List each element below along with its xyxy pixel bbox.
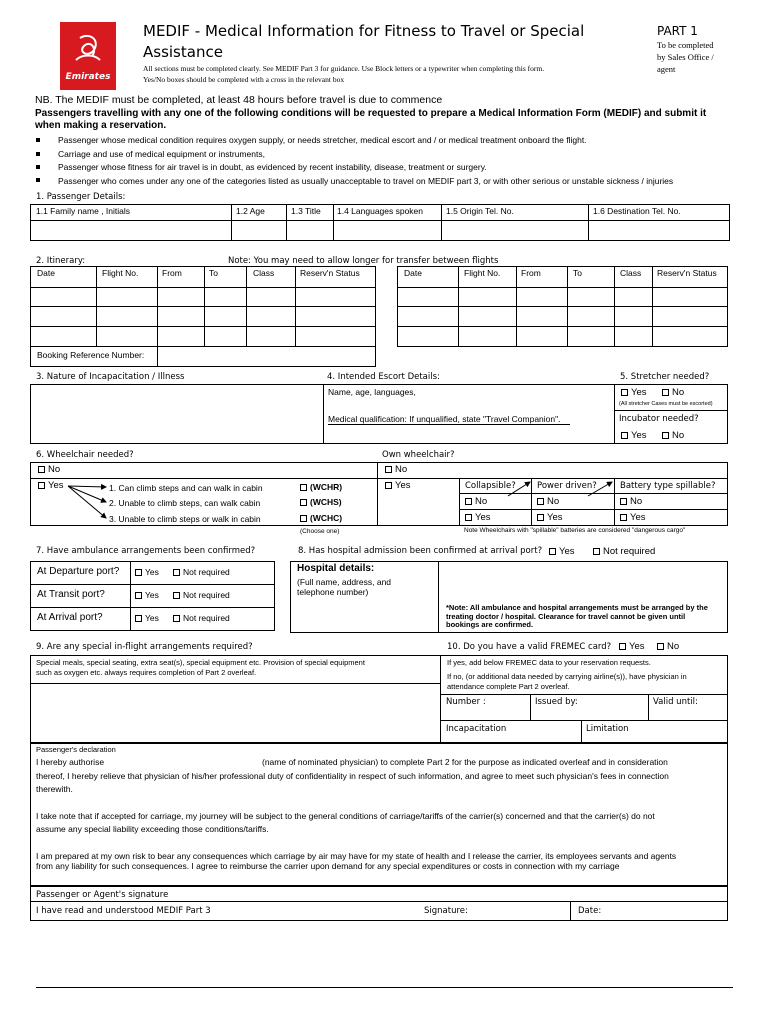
checkbox-icon[interactable] — [173, 569, 180, 576]
itin-col-to-2: To — [573, 268, 582, 278]
hospital-note-1: *Note: All ambulance and hospital arrangements must be arranged by the — [446, 603, 708, 612]
wchr-option[interactable]: (WCHR) — [300, 482, 342, 492]
bullet-icon — [36, 178, 40, 182]
checkbox-icon[interactable] — [537, 514, 544, 521]
intro-bullet-4: Passenger who comes under any one of the categories listed as usually unacceptable to travel on MEDIF part 3, or with other serious or unstable sickness / injuries — [58, 176, 674, 186]
wchs-option[interactable]: (WCHS) — [300, 497, 342, 507]
transit-yes[interactable]: Yes — [135, 590, 159, 600]
own-wheelchair-no[interactable]: No — [385, 464, 407, 475]
declaration-line7: from any liability for such consequences. I agree to reimburse the carrier upon demand for any special expenditures or costs in connection with my carriage — [36, 861, 620, 871]
languages-input[interactable] — [334, 221, 441, 240]
itin-col-from-2: From — [521, 268, 541, 278]
special-desc-2: such as oxygen etc. always requires completion of Part 2 overleaf. — [36, 668, 257, 677]
wheelchair-opt1: 1. Can climb steps and can walk in cabin — [109, 483, 263, 493]
itin-col-to: To — [209, 268, 218, 278]
transit-not-required[interactable]: Not required — [173, 590, 230, 600]
date-label: Date: — [578, 906, 602, 916]
checkbox-icon[interactable] — [300, 499, 307, 506]
power-yes[interactable]: Yes — [537, 512, 563, 523]
battery-label: Battery type spillable? — [620, 481, 716, 491]
incubator-yes[interactable]: Yes — [621, 430, 647, 441]
declaration-line4: I take note that if accepted for carriage, my journey will be subject to the general conditions of carriage/tariffs of the carrier(s) concerned and that the carrier(s) do not — [36, 811, 655, 821]
checkbox-icon[interactable] — [662, 389, 669, 396]
bullet-icon — [36, 165, 40, 169]
connector-arrows-icon — [500, 479, 620, 497]
booking-ref-input[interactable] — [158, 347, 375, 366]
instructions-2: Yes/No boxes should be completed with a cross in the relevant box — [143, 75, 345, 84]
declaration-line1a: I hereby authorise — [36, 757, 105, 767]
wheelchair-opt3: 3. Unable to climb steps or walk in cabin — [109, 514, 261, 524]
col-family-name: 1.1 Family name , Initials — [36, 206, 131, 216]
section10-heading: 10. Do you have a valid FREMEC card? — [447, 642, 612, 652]
fremec-yes[interactable]: Yes — [619, 641, 645, 652]
signature-title: Passenger or Agent's signature — [36, 890, 169, 900]
col-languages: 1.4 Languages spoken — [337, 206, 424, 216]
fremec-valid-label: Valid until: — [653, 697, 698, 707]
arrival-port-label: At Arrival port? — [37, 612, 103, 623]
power-driven-label: Power driven? — [537, 481, 597, 491]
declaration-title: Passenger's declaration — [36, 745, 116, 754]
fremec-if-no-1: If no, (or additional data needed by carrying airline(s)), have physician in — [447, 672, 687, 681]
collapsible-yes[interactable]: Yes — [465, 512, 491, 523]
checkbox-icon[interactable] — [549, 548, 556, 555]
checkbox-icon[interactable] — [135, 592, 142, 599]
declaration-line3: therewith. — [36, 784, 73, 794]
destination-tel-input[interactable] — [589, 221, 729, 240]
hospital-details-title: Hospital details: — [297, 563, 375, 574]
itinerary-note: Note: You may need to allow longer for transfer between flights — [228, 256, 499, 266]
itin-col-class-2: Class — [620, 268, 642, 278]
form-title-line2: Assistance — [143, 43, 223, 61]
date-input[interactable] — [604, 902, 727, 920]
intro-bullet-1: Passenger whose medical condition requires oxygen supply, or needs stretcher, medical escort and / or medical treatment onboard the flight. — [58, 135, 587, 145]
fremec-limitation-label: Limitation — [586, 724, 629, 734]
booking-ref-label: Booking Reference Number: — [37, 350, 145, 360]
checkbox-icon[interactable] — [465, 498, 472, 505]
checkbox-icon[interactable] — [300, 484, 307, 491]
itin-col-flight-2: Flight No. — [464, 268, 501, 278]
nb-note: NB. The MEDIF must be completed, at least 48 hours before travel is due to commence — [35, 94, 443, 106]
escort-name-label: Name, age, languages, — [328, 387, 416, 397]
itin-col-class: Class — [253, 268, 275, 278]
itin-col-status: Reserv'n Status — [300, 268, 360, 278]
part-note-3: agent — [657, 64, 676, 74]
checkbox-icon[interactable] — [135, 569, 142, 576]
hospital-sub-2: telephone number) — [297, 587, 369, 597]
transit-port-label: At Transit port? — [37, 589, 105, 600]
battery-no[interactable]: No — [620, 496, 642, 507]
wheelchair-opt2: 2. Unable to climb steps, can walk cabin — [109, 498, 261, 508]
part-note-2: by Sales Office / — [657, 52, 714, 62]
col-title: 1.3 Title — [291, 206, 321, 216]
checkbox-icon[interactable] — [173, 592, 180, 599]
stretcher-note: (All stretcher Cases must be escorted) — [619, 401, 713, 407]
read-understood: I have read and understood MEDIF Part 3 — [36, 906, 211, 916]
declaration-line2: thereof, I hereby relieve that physician of his/her professional duty of confidentiality in respect of such information, and agree to meet such physician's fees in connection — [36, 771, 669, 781]
intro-bullet-3: Passenger whose fitness for air travel is in doubt, as evidenced by recent instability, disease, treatment or surgery. — [58, 162, 487, 172]
collapsible-label: Collapsible? — [465, 481, 516, 491]
itin-col-status-2: Reserv'n Status — [657, 268, 717, 278]
section7-heading: 7. Have ambulance arrangements been confirmed? — [36, 546, 256, 556]
stretcher-no[interactable]: No — [662, 387, 684, 398]
section8-heading: 8. Has hospital admission been confirmed at arrival port? — [298, 546, 543, 556]
checkbox-icon[interactable] — [173, 615, 180, 622]
checkbox-icon[interactable] — [620, 498, 627, 505]
checkbox-icon[interactable] — [537, 498, 544, 505]
hospital-note-2: treating doctor / hospital. Clearance for travel cannot be given until — [446, 612, 686, 621]
arrival-not-required[interactable]: Not required — [173, 613, 230, 623]
checkbox-icon[interactable] — [385, 482, 392, 489]
checkbox-icon[interactable] — [621, 432, 628, 439]
intro-bullet-2: Carriage and use of medical equipment or instruments, — [58, 149, 265, 159]
incapacitation-input[interactable] — [31, 385, 323, 443]
section6-heading: 6. Wheelchair needed? — [36, 450, 134, 460]
instructions-1: All sections must be completed clearly. See MEDIF Part 3 for guidance. Use Block letters or a typewriter when completing this form. — [143, 64, 545, 73]
intro-bold-1: Passengers travelling with any one of the following conditions will be requested to prepare a Medical Information Form (MEDIF) and submit it — [35, 108, 707, 119]
col-age: 1.2 Age — [236, 206, 265, 216]
own-wheelchair-yes[interactable]: Yes — [385, 480, 411, 491]
declaration-line6: I am prepared at my own risk to bear any consequences which carriage by air may have for my state of health and I release the carrier, its employees servants and agents — [36, 851, 677, 861]
special-arrangements-input[interactable] — [31, 684, 440, 742]
passenger-heading: 1. Passenger Details: — [36, 192, 126, 202]
family-name-input[interactable] — [31, 221, 231, 240]
checkbox-icon[interactable] — [657, 643, 664, 650]
itin-col-date: Date — [37, 268, 55, 278]
incubator-label: Incubator needed? — [619, 414, 699, 424]
declaration-line5: assume any special liability exceeding those conditions/tariffs. — [36, 824, 269, 834]
itin-col-from: From — [162, 268, 182, 278]
wheelchair-yes[interactable]: Yes — [38, 480, 64, 491]
fremec-if-no-2: attendance complete Part 2 overleaf. — [447, 682, 570, 691]
checkbox-icon[interactable] — [465, 514, 472, 521]
checkbox-icon[interactable] — [593, 548, 600, 555]
escort-qual-label: Medical qualification: If unqualified, state "Travel Companion". — [328, 414, 561, 424]
battery-yes[interactable]: Yes — [620, 512, 646, 523]
itin-col-flight: Flight No. — [102, 268, 139, 278]
fremec-incap-label: Incapacitation — [446, 724, 507, 734]
checkbox-icon[interactable] — [38, 482, 45, 489]
departure-port-label: At Departure port? — [37, 566, 120, 577]
itin-col-date-2: Date — [404, 268, 422, 278]
power-no[interactable]: No — [537, 496, 559, 507]
hospital-yes[interactable]: Yes — [549, 546, 575, 557]
fremec-if-yes: If yes, add below FREMEC data to your reservation requests. — [447, 658, 651, 667]
checkbox-icon[interactable] — [619, 643, 626, 650]
choose-one-note: (Choose one) — [300, 528, 340, 535]
checkbox-icon[interactable] — [300, 515, 307, 522]
title-input[interactable] — [287, 221, 333, 240]
battery-note: Note Wheelchairs with "spillable" batteries are considered "dangerous cargo" — [464, 527, 686, 534]
wheelchair-no[interactable]: No — [38, 464, 60, 475]
col-destination-tel: 1.6 Destination Tel. No. — [593, 206, 681, 216]
departure-not-required[interactable]: Not required — [173, 567, 230, 577]
departure-yes[interactable]: Yes — [135, 567, 159, 577]
arrival-yes[interactable]: Yes — [135, 613, 159, 623]
hospital-details-input[interactable] — [439, 562, 727, 600]
physician-name-input[interactable] — [128, 755, 260, 767]
section5-heading: 5. Stretcher needed? — [620, 372, 710, 382]
bullet-icon — [36, 152, 40, 156]
collapsible-no[interactable]: No — [465, 496, 487, 507]
section3-heading: 3. Nature of Incapacitation / Illness — [36, 372, 185, 382]
section4-heading: 4. Intended Escort Details: — [327, 372, 440, 382]
special-desc-1: Special meals, special seating, extra seat(s), special equipment etc. Provision of special equipment — [36, 658, 365, 667]
declaration-line1b: (name of nominated physician) to complete Part 2 for the purpose as indicated overleaf and in consideration — [262, 757, 668, 767]
fremec-number-label: Number : — [446, 697, 486, 707]
checkbox-icon[interactable] — [135, 615, 142, 622]
section9-heading: 9. Are any special in-flight arrangements required? — [36, 642, 253, 652]
origin-tel-input[interactable] — [442, 221, 588, 240]
hospital-note-3: bookings are confirmed. — [446, 620, 534, 629]
logo-text: Emirates — [65, 72, 111, 82]
checkbox-icon[interactable] — [38, 466, 45, 473]
part-label: PART 1 — [657, 24, 698, 38]
hospital-not-required[interactable]: Not required — [593, 546, 655, 557]
emirates-logo — [60, 22, 116, 90]
bullet-icon — [36, 138, 40, 142]
checkbox-icon[interactable] — [662, 432, 669, 439]
fremec-no[interactable]: No — [657, 641, 679, 652]
fremec-issued-label: Issued by: — [535, 697, 578, 707]
own-wheelchair-heading: Own wheelchair? — [382, 450, 455, 460]
arrows-icon — [66, 480, 112, 522]
age-input[interactable] — [232, 221, 286, 240]
part-note-1: To be completed — [657, 40, 714, 50]
stretcher-yes[interactable]: Yes — [621, 387, 647, 398]
hospital-sub-1: (Full name, address, and — [297, 577, 392, 587]
checkbox-icon[interactable] — [621, 389, 628, 396]
signature-input[interactable] — [470, 902, 569, 920]
incubator-no[interactable]: No — [662, 430, 684, 441]
signature-label: Signature: — [424, 906, 468, 916]
intro-bold-2: when making a reservation. — [35, 120, 167, 131]
wchc-option[interactable]: (WCHC) — [300, 513, 342, 523]
itinerary-heading: 2. Itinerary: — [36, 256, 86, 266]
col-origin-tel: 1.5 Origin Tel. No. — [446, 206, 514, 216]
checkbox-icon[interactable] — [620, 514, 627, 521]
form-title-line1: MEDIF - Medical Information for Fitness to Travel or Special — [143, 22, 585, 40]
footer-divider — [36, 987, 733, 988]
checkbox-icon[interactable] — [385, 466, 392, 473]
